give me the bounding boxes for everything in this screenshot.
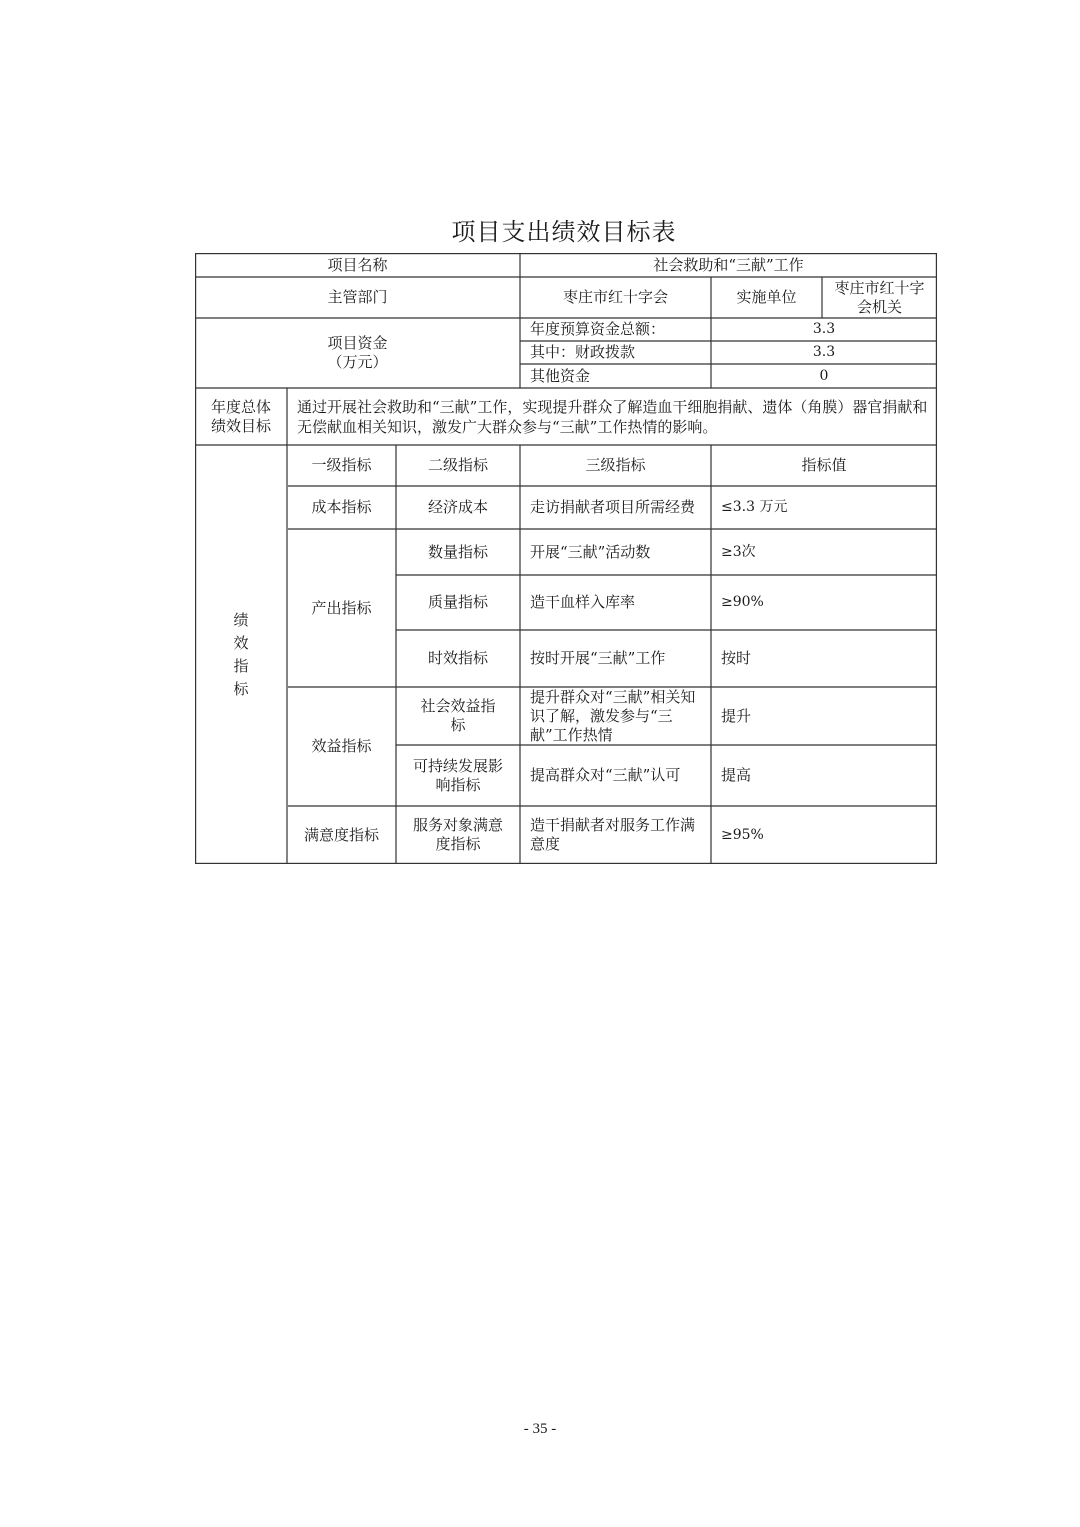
level3-cell: 开展“三献”活动数 bbox=[530, 542, 651, 561]
level2-cell: 服务对象满意度指标 bbox=[412, 816, 503, 853]
level3-cell: 提升群众对“三献”相关知识了解，激发参与“三献”工作热情 bbox=[530, 687, 696, 744]
side-char: 效 bbox=[233, 633, 249, 652]
funds-row-label: 年度预算资金总额： bbox=[530, 320, 666, 338]
value-cell: 按时 bbox=[721, 649, 752, 667]
impl-value: 枣庄市红十字会机关 bbox=[834, 278, 925, 316]
value-cell: 提升 bbox=[721, 706, 752, 725]
level2-cell: 可持续发展影响指标 bbox=[412, 756, 503, 794]
impl-label: 实施单位 bbox=[736, 288, 797, 306]
group-satisfaction: 满意度指标 bbox=[303, 825, 379, 844]
page-number: - 35 - bbox=[523, 1421, 557, 1437]
dept-value: 枣庄市红十字会 bbox=[562, 288, 668, 306]
header-value: 指标值 bbox=[801, 456, 847, 474]
group-benefit: 效益指标 bbox=[311, 737, 372, 755]
group-cost: 成本指标 bbox=[311, 498, 372, 516]
value-cell: ≥3次 bbox=[721, 543, 756, 560]
level3-cell: 造干捐献者对服务工作满意度 bbox=[530, 816, 696, 853]
funds-label-line1: 项目资金 bbox=[327, 334, 388, 352]
header-level2: 二级指标 bbox=[427, 456, 488, 474]
side-char: 绩 bbox=[233, 610, 249, 629]
annual-goal-text: 通过开展社会救助和“三献”工作，实现提升群众了解造血干细胞捐献、遗体（角膜）器官捐献和无偿献血相关知识，激发广大群众参与“三献”工作热情的影响。 bbox=[297, 397, 928, 436]
level2-cell: 质量指标 bbox=[427, 593, 488, 611]
funds-row-value: 0 bbox=[819, 367, 829, 384]
value-cell: ≤3.3 万元 bbox=[721, 499, 788, 515]
funds-row-label: 其他资金 bbox=[530, 366, 591, 385]
level2-cell: 数量指标 bbox=[427, 542, 488, 561]
annual-goal-label bbox=[195, 388, 287, 445]
page-title: 项目支出绩效目标表 bbox=[451, 218, 677, 246]
funds-label-line2: （万元） bbox=[327, 353, 388, 371]
level2-cell: 时效指标 bbox=[427, 649, 488, 667]
level3-cell: 走访捐献者项目所需经费 bbox=[530, 498, 696, 516]
funds-row-value: 3.3 bbox=[812, 344, 836, 360]
funds-label bbox=[195, 318, 520, 388]
level3-cell: 造干血样入库率 bbox=[530, 593, 636, 611]
performance-table bbox=[195, 253, 937, 864]
value-cell: ≥90% bbox=[721, 594, 764, 610]
dept-label: 主管部门 bbox=[327, 288, 388, 306]
header-level3: 三级指标 bbox=[585, 456, 646, 474]
side-char: 标 bbox=[233, 679, 249, 698]
group-output: 产出指标 bbox=[311, 598, 372, 617]
funds-row-value: 3.3 bbox=[812, 321, 836, 337]
level2-cell: 社会效益指标 bbox=[420, 697, 496, 734]
side-char: 指 bbox=[233, 656, 249, 675]
indicators-side-label bbox=[195, 445, 287, 864]
level3-cell: 按时开展“三献”工作 bbox=[530, 649, 666, 667]
value-cell: 提高 bbox=[721, 766, 752, 784]
annual-goal-label-line1: 年度总体 bbox=[210, 397, 271, 416]
level3-cell: 提高群众对“三献”认可 bbox=[530, 766, 681, 784]
value-cell: ≥95% bbox=[721, 826, 764, 843]
level2-cell: 经济成本 bbox=[427, 498, 488, 516]
project-name-label: 项目名称 bbox=[327, 255, 388, 274]
project-name-value: 社会救助和“三献”工作 bbox=[653, 255, 804, 274]
header-level1: 一级指标 bbox=[311, 456, 372, 474]
annual-goal-label-line2: 绩效目标 bbox=[210, 416, 271, 435]
funds-row-label: 其中：财政拨款 bbox=[530, 343, 636, 361]
